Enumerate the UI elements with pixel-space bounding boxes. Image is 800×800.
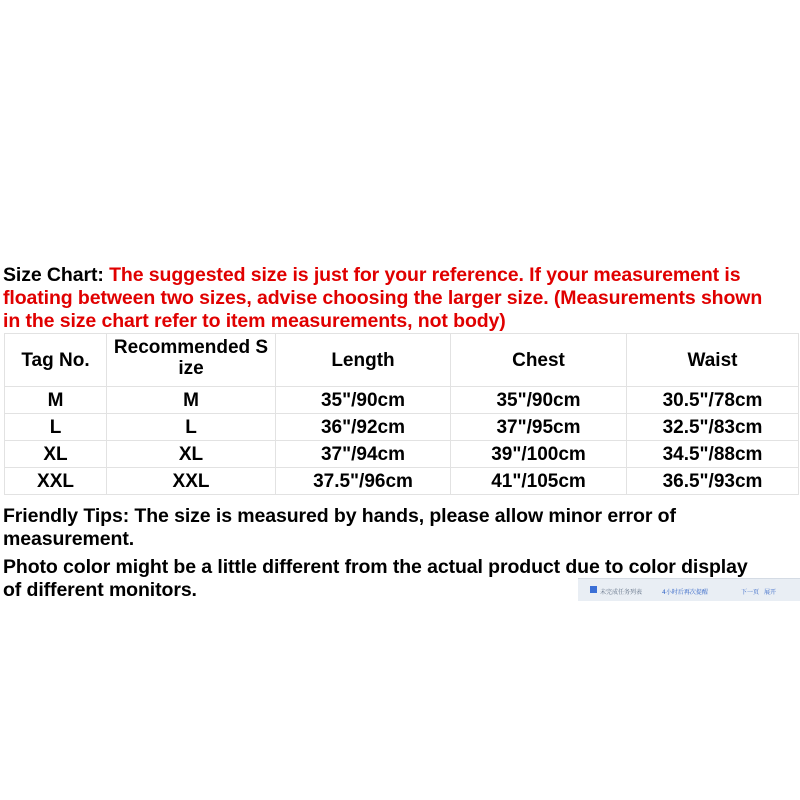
size-note-line-1: The suggested size is just for your reference. If your measurement is: [109, 264, 741, 286]
cell-length: 37.5"/96cm: [276, 468, 451, 495]
next-page-link[interactable]: 下一页: [741, 589, 760, 596]
cell-recommended-size: XXL: [107, 468, 276, 495]
cell-waist: 36.5"/93cm: [627, 468, 799, 495]
size-chart-label: Size Chart:: [3, 264, 110, 286]
cell-length: 37"/94cm: [276, 441, 451, 468]
tips-line-2: measurement.: [3, 528, 135, 550]
cell-chest: 41"/105cm: [451, 468, 627, 495]
task-reminder-bar[interactable]: [578, 578, 800, 601]
table-row: [5, 414, 799, 441]
cell-tag-no: L: [5, 414, 107, 441]
tips-line-4: of different monitors.: [3, 579, 197, 601]
task-list-icon: [590, 586, 597, 593]
cell-tag-no: M: [5, 387, 107, 414]
cell-chest: 35"/90cm: [451, 387, 627, 414]
size-note-line-3: in the size chart refer to item measurements, not body): [3, 310, 506, 332]
cell-waist: 32.5"/83cm: [627, 414, 799, 441]
cell-chest: 39"/100cm: [451, 441, 627, 468]
cell-length: 36"/92cm: [276, 414, 451, 441]
table-row: [5, 468, 799, 495]
header-recommended-size-text: Recommended S ize: [113, 337, 269, 379]
cell-tag-no: XXL: [5, 468, 107, 495]
header-chest: Chest: [451, 334, 627, 387]
cell-length: 35"/90cm: [276, 387, 451, 414]
tips-line-1: Friendly Tips: The size is measured by hands, please allow minor error of: [3, 505, 676, 527]
reminder-label[interactable]: 4小时后再次提醒: [662, 589, 708, 596]
header-waist: Waist: [627, 334, 799, 387]
header-tag-no: Tag No.: [5, 334, 107, 387]
expand-link[interactable]: 展开: [764, 589, 777, 596]
friendly-tips: [3, 505, 800, 551]
cell-tag-no: XL: [5, 441, 107, 468]
cell-recommended-size: M: [107, 387, 276, 414]
cell-waist: 30.5"/78cm: [627, 387, 799, 414]
cell-waist: 34.5"/88cm: [627, 441, 799, 468]
size-chart-intro: [3, 264, 800, 333]
table-row: [5, 441, 799, 468]
table-header-row: [5, 334, 799, 387]
tips-line-3: Photo color might be a little different from the actual product due to color display: [3, 556, 748, 578]
header-length: Length: [276, 334, 451, 387]
cell-chest: 37"/95cm: [451, 414, 627, 441]
size-note-line-2: floating between two sizes, advise choosing the larger size. (Measurements shown: [3, 287, 763, 309]
cell-recommended-size: XL: [107, 441, 276, 468]
table-row: [5, 387, 799, 414]
size-table: [4, 333, 799, 495]
cell-recommended-size: L: [107, 414, 276, 441]
task-list-label[interactable]: 未完成任务列表: [600, 589, 643, 596]
intro-line-1: [3, 264, 800, 287]
header-recommended-size: [107, 334, 276, 387]
